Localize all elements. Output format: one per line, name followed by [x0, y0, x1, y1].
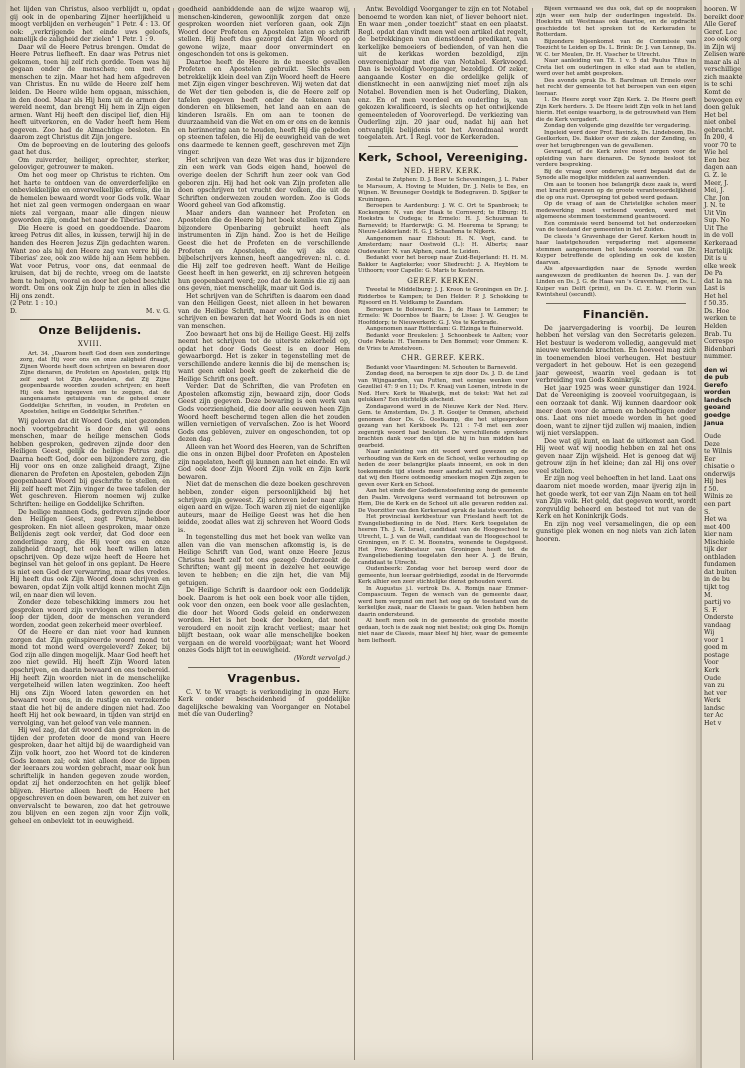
adjacent-page-line: den wi	[704, 366, 728, 374]
paragraph: Er zijn nog veel behoeften in het land. Laat ons daarom niet moede worden, maar ijverig zijn in het goede werk, tot eer van Zijn Naam en tot heil van Zijn volk. Het geld, dat gegeven wordt, wordt zorgvuldig beheerd en besteed tot nut van de Kerk en het Koninkrijk Gods.	[536, 475, 696, 521]
paragraph: Het schrijven van deze Wet was dus ir bijzondere zin een werk van Gods eigen hand, hoewel de overige deelen der Schrift hun zeer ook van God geboren zijn. Hij had het ook van Zijn profeten alle doen opschrijven tot vrucht der volken, die uit de Schriften onderwezen zouden worden. Zoo is Gods Woord geheel van God afkomstig.	[178, 156, 350, 210]
news-item: Bedankt voor Vlaardingen: M. Schouten te Barneveld.	[366, 364, 518, 371]
adjacent-page-line: Janua	[704, 419, 724, 427]
adjacent-page-line: S. F.	[704, 606, 718, 614]
adjacent-page-line: Bidenbari	[704, 345, 736, 353]
adjacent-page-line: Wij	[704, 629, 715, 637]
paragraph: Die Heere is goed en goeddoende. Daarom kreeg Petrus dit alles, in kussen, terwijl hij in de handen des Heeren Jezus Zijn gedachten waren. Want zoo als hij den Heere zag van verre bij de Tiberias' zee, ook zoo wilde hij aan Hem hebben. Wat voor Petrus, voor ons, dat eenmaal de kruisen, dat bij de rechte, vroeg om de laatste hem te helpen, vooral en door het gebed beschikt wordt. Om ons ook Zijn hulp te zien in alles die Hij ons zendt.	[10, 224, 170, 300]
adjacent-page-line: het ver	[704, 689, 727, 697]
adjacent-page-line: Wilnis ze	[704, 493, 733, 501]
column-3	[358, 6, 528, 1062]
news-item: In Augustus j.l. vertrok Ds. A. Romijn naar Emmer-Compascuum. Tegen de wensch van de gemeente daar, werd hem vergund om met het oog op de toestand van de kerkelijke zaak, naar de Classis te gaan. Velen hebben hem daarin ondersteund.	[358, 585, 528, 618]
news-item: Zestal te Zutphen: D. J. Boer te Scheveningen, J. L. Faber te Marssum, A. Hoving te Muiden, Dr. J. Nelis te Ees, en Wijnen. W. Breuneger Oostdijk te Bodegraven. D. Spijker te Kruiningen.	[358, 177, 528, 203]
adjacent-page-line: een part	[704, 501, 731, 508]
adjacent-page-line: Dit is u	[704, 255, 727, 263]
adjacent-page-line: Onderste	[704, 614, 734, 622]
adjacent-page-line: worden	[704, 389, 731, 397]
paragraph: Om het oog meer op Christus te richten. Om het harte te ontdoen van de onverderfelijke en onbevlekkelijke en onverwelkelijke erfenis, die in de hemelen bewaard wordt voor Gods volk. Waar het niet zal geen vermogen ondergaan en waar niets zal vergaan, maar alle dingen nieuw geworden zijn, omdat het naar de Tiberias' zee.	[10, 172, 170, 225]
news-item: Het provinciaal kerkbestuur van Friesland heeft tot de Evangeliebediening in de Ned. Herv. Kerk toegelaten de heeren Th. J. K. Israel, candidaat van de Hoogeschool te Utrecht, L. J. van de Wall, candidaat van de Hoogeschool te Groningen, en F. C. M. Boonstra, wonende te Oegstgeest. Het Prov. Kerkbestuur van Groningen heeft tot de Evangeliebediening toegelaten den heer A. J. de Bruin, candidaat te Utrecht.	[358, 514, 528, 566]
adjacent-page-line: Werk	[704, 697, 721, 705]
adjacent-page-line: van zu	[704, 682, 725, 690]
news-item: Om aan te toonen hoe belangrijk deze zaak is, werd met kracht gewezen op de groote verantwoordelijkheid die op ons rust. Oproeping tot gebed werd gedaan.	[536, 181, 696, 201]
news-item: Bedankt voor Breukelen: J. Schoonbeek te Aalten; voor Oude Pekela: H. Tiemens te Den Bommel; voor Ommen: K. de Vries te Amstelveen.	[358, 332, 528, 352]
adjacent-page-line: Eer	[704, 455, 716, 463]
news-item: Gevraagd, of de Kerk zelve moet zorgen voor de opleiding van hare dienaren. De Synode besloot tot verdere bespreking.	[536, 149, 696, 168]
adjacent-page-line: Correspo	[704, 338, 734, 346]
paragraph: Of de Heere er dan niet voor had kunnen zorgen dat Zijn geïnspireerde woord mond tot mond tot mond werd overgeleverd? Zeker, bij God zijn alle dingen mogelijk. Maar God heeft het zoo niet gewild. Hij heeft Zijn Woord laten opschrijven, en daarin bewaard en ons toebereid. Hij heeft Zijn woorden niet in de menschelijke vergetelheid willen laten wegzinken. Zoo heeft Hij ons Zijn Woord laten geworden en het bewaard voor ons, in de rustige en verzekerde staat die het bij de andere dingen niet had. Zoo heeft Hij het ook bewaard, in tijden van strijd en vervolging, van het geloof van vele mannen.	[10, 629, 170, 727]
column-4	[536, 6, 696, 1062]
adjacent-page-line: gebracht.	[704, 126, 735, 134]
divider	[20, 319, 160, 320]
news-item: Zondagavond werd in de Nieuwe Kerk der Ned. Herv. Gem. te Amsterdam, Ds. J. R. Gooijer te Ommen, afscheid genomen door Ds. G. Oostkamp, die het uitgesproken gezang van het Kerkboek Ps. 121 : 7-8 met een zeer zegenrijk woord had besloten. De verschillende sprekers brachten dank voor den tijd die hij in hun midden had gearbeid.	[358, 403, 528, 449]
signature-right: M. v. G.	[145, 307, 170, 315]
paragraph: Zoo bewaart het ons bij de Heilige Geest. Hij zelfs neemt het schrijven tot de uiterste zekerheid op, opdat het door Gods Geest is en door Hem gewaarborgd. Het is zeker in tegenstelling met de verschillende andere kennis die bij de menschen is; want geen enkel boek geeft de zekerheid die de Heilige Schrift ons geeft.	[178, 330, 350, 383]
news-item: Naar aanleiding van dit woord werd gewezen op de verhouding van de Kerk en de School, welke verhouding op heden de zeer belangrijke plaats inneemt, en ook in den toekomende tijd steeds meer aandacht zal verdienen, zoo dat wij den Heere ootmoedig smeeken mogen Zijn zegen te geven over Kerk en School.	[358, 449, 528, 488]
adjacent-page-line: dat buiten	[704, 568, 737, 576]
column-divider	[532, 8, 533, 1060]
news-item: Als afgevaardigden naar de Synode werden aangewezen de predikanten de heeren Ds. J. van der Linden en Ds. J. G. de Haas van 's Gravenhage, en Ds. L. Kuiper van Delft (primi), en Ds. C. E. W. Florin van Kwintsheul (secundi).	[536, 266, 696, 298]
paragraph: Doe wat gij kunt, en laat de uitkomst aan God. Hij weet wat wij noodig hebben en zal het ons geven naar Zijn wijsheid. Het is genoeg dat wij getrouw zijn in het kleine; dan zal Hij ons over veel stellen.	[536, 437, 696, 475]
adjacent-page-line: zoo ook org	[704, 36, 742, 44]
news-item: Aan het einde der Godsdienstoefening zong de gemeente den Psalm. Vervolgens werd vermaand tot betrouwen op Hem, Die de Kerk en de School uit alle gevaren redden zal. De Voorzitter van den Kerkeraad sprak de laatste woorden.	[358, 488, 528, 514]
column-1	[10, 6, 170, 1062]
section-heading: Vragenbus.	[227, 671, 301, 685]
adjacent-page-line: Mei, J.	[704, 187, 725, 195]
divider	[188, 667, 340, 668]
adjacent-page-edge	[700, 0, 745, 1068]
adjacent-page-line: bereikt door	[704, 13, 744, 21]
adjacent-page-line: Alle Geref	[704, 21, 737, 29]
adjacent-page-line: In 200, 4	[704, 134, 733, 142]
adjacent-page-line: Uit Vin	[704, 209, 727, 217]
paragraph: Zonder deze tebeschikking immers zou het gesproken woord zijn vervlogen en zou in den loop der tijden, door de menschen veranderd worden, zoodat geen zekerheid meer overbleef.	[10, 599, 170, 629]
adjacent-page-line: f 50.35.	[704, 300, 729, 308]
adjacent-page-text	[702, 0, 745, 727]
adjacent-page-line: Oude	[704, 674, 721, 682]
adjacent-page-line: Ds. Hoe	[704, 307, 730, 315]
adjacent-page-line: Zelisen ware	[704, 51, 745, 59]
news-item: Op de vraag of aan de Christelijke scholen meer medewerking moet verleend worden, werd met algemeene stemmen toestemmend geantwoord.	[536, 201, 696, 220]
news-item: Bedankt voor het beroep naar Zuid-Beijerland: H. H. M. Bakker te Aagtekerke; voor Sliedrecht: J. A. Heyblom te Uithoorn; voor Capelle: G. Maris te Kesteren.	[358, 255, 528, 275]
scripture-reference: (2 Petr. 1 : 10.)	[10, 300, 58, 308]
section-heading: Onze Belijdenis.	[38, 324, 142, 338]
adjacent-page-line: postage	[704, 651, 730, 659]
paragraph: En zijn nog veel versamelingen, die op een gunstige plek wonen en nog niets van zich laten hooren.	[536, 520, 696, 543]
adjacent-page-line: tijk der	[704, 546, 728, 554]
divider	[546, 303, 686, 304]
news-item: Al heeft men ook in de gemeente de grootste moeite gedaan, toch is de zaak nog niet beslist; ook ging Ds. Romijn niet naar de Classis, maar bleef hij hier, waar de gemeente hem liefheeft.	[358, 618, 528, 644]
adjacent-page-line: Kerkeraad	[704, 239, 738, 247]
signature-left: D.	[10, 307, 17, 315]
adjacent-page-line: landsc	[704, 704, 725, 712]
paragraph: het lijden van Christus, alsoo verblijdt u, opdat gij ook in de openbaring Zijner heerlijkheid u moogt verblijden en verheugen" 1 Petr. 4 : 13. Of ook: „verkrijgende het einde uws geloofs, namelijk de zaligheid der zielen" 1 Petr. 1 : 9.	[10, 6, 170, 44]
adjacent-page-line: in de bu	[704, 576, 730, 584]
adjacent-page-line: nummer.	[704, 353, 733, 361]
paragraph: Alleen van het Woord des Heeren, van de Schriften die ons in onzen Bijbel door Profeten en Apostelen zijn nagelaten, heeft gij kunnen aan het einde. En wil God ook door Zijn Woord Zijn volk en Zijn kerk bewaren.	[178, 443, 350, 481]
adjacent-page-line: Het v	[704, 719, 722, 727]
adjacent-page-line: S.	[704, 508, 711, 516]
paragraph: Daartoe heeft de Heere in de meeste gevallen Profeten en Apostelen gebruikt. Slechts een betrekkelijk klein deel van Zijn Woord heeft de Heere met Zijn eigen vinger beschreven. Wij weten dat dat de Wet der tien geboden is, die de Heere zelf op tafelen gegeven heeft onder de tekenen van donderen en bliksemen, het land aan en aan de kinderen Israëls. En om aan te toonen de duurzaamheid van die Wet en om er ons en de kennis en herinnering aan te houden, heeft Hij die geboden op steenen tafelen, die Hij de eeuwigheid van de wet ons daarmede te kennen geeft, geschreven met Zijn vinger.	[178, 58, 350, 157]
paragraph: Wij geloven dat dit Woord Gods, niet gezonden noch voortgebracht is door den wil eens menschen, maar de heilige menschen Gods hebben gesproken, gedreven zijnde door den Heiligen Geest, gelijk de heilige Petrus zegt. Daarna heeft God, door een bijzondere zorg, die Hij voor ons en onze zaligheid draagt, Zijne dienaren de Profeten en Apostelen, geboden Zijn geopenbaard Woord bij geschrifte te stellen, en Hij zelf heeft met Zijn vinger de twee tafelen der Wet geschreven. Hierom noemen wij zulke Schriften: heilige en Goddelijke Schriften.	[10, 417, 170, 508]
paragraph: In tegenstelling dus met het boek van welke van allen van die van menschen afkomstig is, is de Heilige Schrift van God, want onze Heere Jezus Christus heeft zelf tot ons gezegd: Onderzoekt de Schriften; want gij meent in dezelve het eeuwige leven te hebben; en die zijn het, die van Mij getuigen.	[178, 534, 350, 587]
paragraph: Om de beproeving en de loutering des geloofs gaat het dus.	[10, 141, 170, 157]
news-item: Ingeleid werd door Prof. Bavinck, Ds. Lindeboom, Ds. Geelkerken, Ds. Bakker over de zaken der Zending, en over het terugbrengen van de gevallenen.	[536, 129, 696, 149]
adjacent-page-line: M.	[704, 591, 713, 599]
adjacent-page-line: Chr. Jon	[704, 194, 730, 202]
adjacent-page-line: Brab. Tu	[704, 330, 732, 338]
newspaper-page	[6, 0, 696, 1068]
adjacent-page-line: met 400	[704, 523, 731, 531]
adjacent-page-line: verschillige	[704, 66, 741, 74]
paragraph: Antw. Bevoldigd Voorganger te zijn en tot Notabel benoemd te worden kan niet, of liever behoort niet. En waar men „onder toezicht" staat en een plaatst. Regl. opdat dan vindt men wel een artikel dat regelt, de betrekkingen van dienstdoend predikant, van kerkelijke bemoeiers of bedienden, of van hen die uit de kerkkas worden bezoldigd, zijn onvereenigbaar met die van Notabel. Kerkvoogd. Dan is bevoldigd Voorganger, bezoldigd. Of zeker, aangaande Koster en die ordelijke gelijk of dienstknecht in een aanwijzing niet moet zijn als Notabel. Bovendien men is het Ouderling, Diaken, enz. En of men voordeel en ouderling is, van gekozen kwalificeerd, is slechts op het ontwijkende gemeenteleden of Vooroverlegd. De verkiezing van Ouderling zijn. 20 jaar oud, nadat hij aan het ontvanglijk belijdenis tot het Avondmaal wordt toegelaten. Art. 1 Regl. voor de Kerkeraden.	[358, 6, 528, 142]
adjacent-page-line: Sup. No	[704, 217, 730, 225]
paragraph: Daar wil de Heere Petrus brengen. Omdat de Heere Petrus liefheeft. En daar was Petrus niet gekomen, toen hij zelf rich gordde. Toen was hij gegaan onder de menschen; om met de menschen te zijn. Maar het had hem afgedreven van Christus. En nu wilde de Heere zelf hem leiden. De Heere wilde hem opgaan, misschien, in den dood. Maar als Hij hem uit de armen der wereld neemt, dan brengt Hij hem in Zijn eigen armen. Want Hij heeft den discipel lief, dien Hij heeft uitverkoren, en de Vader heeft hem Hem gegeven. Zoo had de Almachtige besloten. En daarom zegt Christus dit Zijn jongere.	[10, 43, 170, 142]
adjacent-page-line: zich maakte	[704, 73, 743, 81]
adjacent-page-line: Last is	[704, 285, 725, 293]
paragraph: Verder. Dat de Schriften, die van Profeten en Apostelen afkomstig zijn, bewaard zijn, door Gods Geest zijn gegeven. Deze bewaring is een werk van Gods voorzienigheid, die door alle eeuwen heen Zijn Woord heeft beschermd tegen allen die het zouden willen vernietigen of vervalschen. Zoo is het Woord Gods ons gebleven, zuiver en ongeschonden, tot op dezen dag.	[178, 383, 350, 444]
column-divider	[354, 8, 355, 1060]
adjacent-page-line: Meer, J.	[704, 179, 729, 187]
adjacent-page-line: doen geluk	[704, 104, 740, 112]
adjacent-page-line: Voor	[704, 659, 719, 667]
paragraph: Hij wel zag, dat dit woord dan gesproken in de tijden der profeten door de mond van Heere gesproken, daar het altijd bij de waardigheid van Zijn volk hoort, zoo het Woord tot de kinderen Gods komen zal; ook niet alleen door de lippen der leeraars zou worden gebracht, maar ook hun schriftelijk in handen gegeven zoude worden, opdat zij het onderzochten en het gelijk bleef blijven. Hiertoe alleen heeft de Heere het opgeschreven en doen bewaren, om het zuiver en onvervalscht te bewaren, zoo dat het getrouwe zou blijven en een zegen zijn voor Zijn volk, geheel en onbevlekt tot in eeuwigheid.	[10, 727, 170, 825]
adjacent-page-line: in Zijn wij	[704, 43, 736, 51]
adjacent-page-line: onderwijs	[704, 470, 736, 478]
section-heading: Kerk, School, Vereeniging.	[358, 150, 528, 164]
adjacent-page-line: Het bel	[704, 111, 728, 119]
continued-note: (Wordt vervolgd.)	[293, 655, 350, 663]
news-item: Naar aanleiding van Tit. 1 v. 5 dat Paulus Titus in Creta liet om ouderlingen in elke stad aan te stellen, werd over het ambt gesproken.	[536, 58, 696, 77]
adjacent-page-line: dagen aan	[704, 164, 738, 172]
news-item: Tweetal te Middelburg: J. J. Kroon te Groningen en Dr. J. Ridderbos te Kampen; te Den Helder: P. J. Schokking te Rijsoord en H. Veldkamp te Zaandam.	[358, 287, 528, 307]
adjacent-page-line: goedge	[704, 411, 731, 419]
paragraph: Het schrijven van de Schriften is daarom een daad van den Heiligen Geest, niet alleen in het bewaren van de Heilige Schrift, maar ook in het zoo doen schrijven en bewaren dat het Woord Gods is en niet van menschen.	[178, 292, 350, 330]
adjacent-page-line: bewogen ev	[704, 96, 743, 104]
adjacent-page-line: Kerk	[704, 667, 720, 675]
adjacent-page-line: ter Ac	[704, 712, 724, 720]
adjacent-page-line: hooren. W	[704, 6, 737, 13]
adjacent-page-line: in de voll	[704, 232, 734, 240]
news-item: Zondag deed, na beroepen te zijn door Ds. J. D. de Lind van Wijngaarden, van Putten, met eenige wenken voor Gezelliel 47: 9 en 11; Ds. F. Kraaij van Loenen, intrede in de Ned. Herv. Kerk te Waalwijk, met de tekst: Wat het zal gelukken? Een stichtelijk afscheid.	[358, 371, 528, 404]
subsection-heading: GEREF. KERKEN.	[407, 276, 479, 285]
news-item: Een commissie werd benoemd tot het onderzoeken van de toestand der gemeenten in het Zuiden.	[536, 220, 696, 233]
adjacent-page-line: elke week	[704, 262, 736, 270]
adjacent-page-line: De Pa	[704, 270, 723, 278]
adjacent-page-line: voor 70 te	[704, 141, 737, 149]
paragraph: Om zuiverder, heiliger, oprechter, sterker, gelooviger, getrouwer te maken.	[10, 156, 170, 172]
adjacent-page-line: goed m	[704, 644, 728, 652]
news-item: Zondag den volgende ging dezelfde ter vergadering.	[544, 123, 691, 129]
adjacent-page-line: Het wa	[704, 516, 727, 524]
section-number: XVIII.	[77, 340, 103, 349]
question-text: C. V. te W. vraagt: is verkondiging in onze Herv. Kerk onder bescheidenheid of goddelijke dagelijksche bewaking van Voorganger en Notabel met die van Ouderling?	[178, 688, 350, 719]
adjacent-page-line: werken te	[704, 315, 736, 323]
signature-line	[10, 308, 170, 316]
adjacent-page-line: maar als al	[704, 58, 740, 66]
news-item: Beroepen te Bolsward: Ds. J. de Haas te Lemmer; te Ermelo: W. Doornbos te Baarn; te Lisse: J. W. Geugjes te Hoofddorp; te Nieuwerkerk: G. J. Vos te Kerkrade.	[358, 306, 528, 326]
adjacent-page-line: voor 1	[704, 636, 725, 644]
paragraph: De Heilige Schrift is daardoor ook een Goddelijk boek. Daarom is het ook een boek voor alle tijden, ook voor den onzen, een boek voor alle geslachten, die door het Woord Gods geleid en onderwezen worden. Het is het boek der boeken, dat nooit verouderd en nooit zijn kracht verliest; maar het blijft bestaan, ook waar alle menschelijke boeken vergaan en de wereld voorbijgaat; want het Woord onzes Gods blijft tot in eeuwigheid.	[178, 587, 350, 655]
adjacent-page-line: Geref. Loc	[704, 28, 738, 36]
adjacent-page-line: Hij bes	[704, 478, 727, 486]
paragraph: Het jaar 1925 was weer gunstiger dan 1924. Dat de Vereeniging is zooveel vooruitgegaan, is een oorzaak tot dank. Wij kunnen daardoor ook meer doen voor de armen en behoeftigen onder ons. Laat ons niet moede worden in het goed doen, want te zijner tijd zullen wij maaien, indien wij niet verslappen.	[536, 384, 696, 438]
paragraph: goedheid aanbiddende aan de wijze waarop wij, menschen-kinderen, gewoonlijk zorgen dat onze gesproken woorden niet verloren gaan, ook Zijn Woord door Profeten en Apostelen laten op schrift stellen. Hij heeft dus gezorgd dat Zijn Woord op gewone wijze, maar door onvermindert en ongeschonden tot ons is gekomen.	[178, 6, 350, 59]
news-item: Bijzondere bijeenkomst van de Commissie van Toezicht te Leiden op Ds. L. Brink: Dr. J. van Lennep, Ds. W. C. ter Meulen, Dr. H. Visscher te Utrecht.	[536, 38, 696, 58]
adjacent-page-line: Komt de	[704, 89, 731, 97]
adjacent-page-line: is te schi	[704, 81, 733, 89]
adjacent-page-line: Het hel	[704, 292, 728, 300]
news-item: Aangenomen naar Elshout: H. N. Vogt, cand. te Amsterdam; naar Oostwold (L.): H. Alberts; naar Oudewater: N. van Alphen, cand. te Leiden.	[358, 235, 528, 255]
adjacent-page-line: tijkt tog	[704, 584, 730, 592]
adjacent-page-line: landsch	[704, 396, 732, 404]
adjacent-page-line: geoand	[704, 404, 731, 412]
news-item: Oudenbeerk: Zondag voor het beroep werd door de gemeente, hun leeraar geërbiedigd, zoodat in de Hervormde Kerk alhier een zeer stichtelijke dienst gehouden werd.	[358, 566, 528, 586]
paragraph: De heilige mannen Gods, gedreven zijnde door den Heiligen Geest, zegt Petrus, hebben gesproken. En niet alleen gesproken, maar onze Belijdenis zegt ook verder, dat God door een zonderlinge zorg, die Hij voor ons en onze zaligheid draagt, het ook heeft willen laten opschrijven. Op deze wijze heeft de Heere het beginsel van het geloof in ons geplant. De Heere is niet een God der verwarring, maar des vredes. Hij heeft dus ook Zijn Woord doen schrijven en bewaren, opdat Zijn volk altijd kennen mocht Zijn wil, en naar dien wil leven.	[10, 508, 170, 599]
column-2	[178, 6, 350, 1062]
adjacent-page-line: Hartelijk	[704, 247, 733, 255]
adjacent-page-line: Gerefo	[704, 381, 728, 389]
adjacent-page-line: kier nam	[704, 531, 733, 539]
adjacent-page-line: Oude	[704, 433, 721, 441]
adjacent-page-line: de pub	[704, 374, 729, 382]
adjacent-page-line: ontbladen	[704, 553, 736, 561]
adjacent-page-line: chisatie o	[704, 463, 735, 471]
news-item: 1. De Heere zorgt voor Zijn Kerk. 2. De Heere geeft Zijn Kerk herders. 3. De Heere leidt Zijn volk in het land hierin. Het eenige waarborg, is de getrouwheid van Hem die de Kerk vergadert.	[536, 97, 696, 123]
column-divider	[173, 8, 174, 1060]
adjacent-page-line: fundamen	[704, 561, 736, 569]
news-item: Bij de vraag over onderwijs werd bepaald dat de Synode alle mogelijke middelen zal aanwenden.	[536, 168, 696, 181]
adjacent-page-line: te Wilnis	[704, 448, 732, 456]
paragraph: De jaarvergadering is voorbij. De leuren hebben het verslag van den Secretaris gelezen. Het bestuur is wederom volledig, aangevuld met nieuwe werkende krachten. En hoeveel mag zich in toenemenden bloei verheugen. Het bestuur vergadert in het gebouw. Het is een gezegend jaar geweest, waarin veel gedaan is tot verbreiding van Gods Koninkrijk.	[536, 324, 696, 385]
adjacent-page-line: vandaag	[704, 621, 731, 629]
adjacent-page-line: Uit The	[704, 224, 728, 232]
news-item: Bijeen vermaand we dus ook, dat op de noopraken zijn weer een hulp der ouderlingen ingesteld. Ds. Hoekstra uit Westmaas ook daartoe, en de opdracht geschiedde tot het spreken tot de Kerkeraden te Rotterdam.	[536, 6, 696, 38]
news-item: De classis 's Gravenhage der Geref. Kerken houdt in haar laatstgehouden vergadering met algemeene stemmen aangenomen het bekende voorstel van Dr. Kuyper betreffende de opleiding en ook de kosten daarvan.	[536, 233, 696, 266]
adjacent-page-line: dat la na	[704, 277, 732, 285]
adjacent-page-line: Een bez	[704, 156, 730, 164]
adjacent-page-line: Helden	[704, 322, 728, 330]
news-item: Des avonds sprak Ds. B. Barelman uit Ermelo over het recht der gemeente tot het beroepen van een eigen leeraar.	[536, 77, 696, 97]
adjacent-page-line: Mischiele	[704, 538, 735, 546]
adjacent-page-line: J. N. te	[704, 202, 726, 210]
adjacent-page-line: niet onbel	[704, 119, 736, 127]
news-item: Beroepen te Aardenburg: J. W. C. Ort te Spanbroek; te Kockengen: N. van der Haak te Cornwerd; te Elburg: H. Hoekstra te Oudega; te Ermelo: H. J. Schuurman te Barneveld; te Harderwijk: G. M. Heerema te Sprang; te Nieuw-Lekkerland: H. G. J. Schaafsma te Nijkerk.	[358, 203, 528, 236]
subsection-heading: NED. HERV. KERK.	[403, 166, 483, 175]
subsection-heading: CHR. GEREF. KERK.	[401, 354, 485, 363]
paragraph: Niet dat de menschen die deze boeken geschreven hebben, zonder eigen persoonlijkheid bij het schrijven zijn geweest. Zij schreven ieder naar zijn eigen aard en wijze. Toch waren zij niet de eigenlijke auteurs, maar de Heilige Geest was het die hen leidde, zoodat alles wat zij schreven het Woord Gods is.	[178, 481, 350, 534]
adjacent-page-line: f 50.	[704, 485, 719, 493]
news-item: Aangenomen naar Rotterdam: G. Elzinga te Ruinerwold.	[366, 326, 524, 333]
paragraph: Maar anders dan wanneer het Profeten en Apostelen die de Heere bij het boek stellen van Zijne bijzondere Openbaring gebruikt heeft als instrumenten in Zijn hand. Zoo is het de Heilige Geest die het de Profeten en de verschillende Profeten en Apostelen, die wij als onze bijbelschrijvers kennen, heeft aangedreven: nl. c. d. die Hij zelf toe gedreven heeft. Want de Heilige Geest heeft in hen gewerkt, en zij schreven hetgeen hun geopenbaard werd; zoo dat de kennis die zij aan ons geven, niet menschelijk, maar uit God is.	[178, 209, 350, 293]
article-quote: Art. 34. „Daarom heeft God doen een zonderlinge zorg, dat Hij voor ons en onze zaligheid draagt, Zijnen Woorde heeft doen schrijven en bewaren door Zijne dienaren, de Profeten en Apostelen, gelijk Hij zelf zegt tot Zijn Apostelen, dat Zij Zijne geopenbaarde woorden zouden schrijven; en heeft Hij ook hen ingegeven om te zeggen, dat de aangenaamste getuigenis van de geheel onzer Goddelijke Schriften, in vouden, in Profeten en Apostelen, heilige en Goddelijke Schriften."	[20, 350, 170, 416]
adjacent-page-line: partij vo	[704, 599, 731, 607]
adjacent-page-line: Deze	[704, 440, 720, 448]
adjacent-page-line: G. Z. le	[704, 172, 727, 180]
adjacent-page-line: Wie hel	[704, 149, 728, 157]
section-heading: Financiën.	[582, 307, 650, 321]
divider	[368, 146, 518, 147]
